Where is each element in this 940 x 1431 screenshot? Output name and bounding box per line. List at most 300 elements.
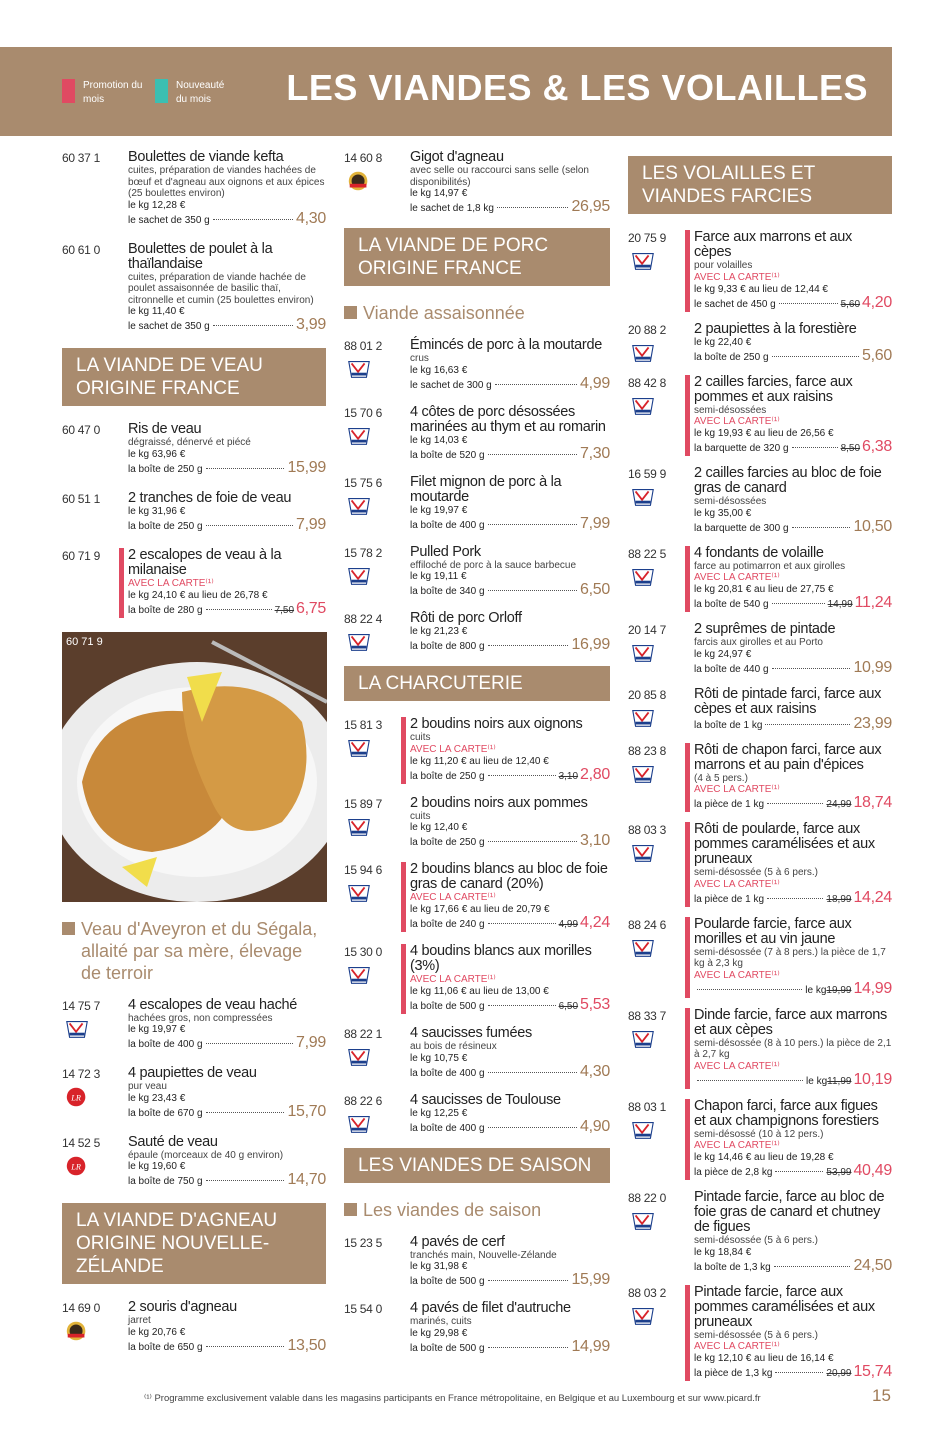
product-item (62, 150, 326, 228)
product-code: 14 69 0 (62, 1301, 100, 1315)
section-header: LA CHARCUTERIE (344, 666, 610, 701)
pack-size: la pièce de 1 kg (694, 799, 765, 810)
price-line (410, 638, 610, 654)
dot-leader (488, 841, 578, 842)
price-per-kg: le kg 12,28 € (128, 199, 186, 211)
card-offer-label: AVEC LA CARTE⁽¹⁾ (694, 1060, 780, 1072)
old-price: 24,99 (826, 799, 852, 810)
product-item (344, 611, 610, 654)
dot-leader (206, 1346, 285, 1347)
price-line (410, 444, 610, 463)
price-per-kg: le kg 19,97 € (410, 504, 468, 516)
product-price: 4,24 (580, 914, 610, 931)
product-code: 15 81 3 (344, 718, 382, 732)
product-text (685, 1099, 892, 1181)
origine-france-icon (630, 842, 658, 864)
product-code: 88 22 1 (344, 1027, 382, 1041)
product-text (694, 622, 892, 677)
price-line (128, 515, 326, 534)
product-text (410, 338, 610, 393)
product-name: Pulled Pork (410, 543, 481, 560)
dot-leader (488, 524, 578, 525)
dot-leader (206, 1180, 285, 1181)
dot-leader (767, 803, 823, 804)
price-per-kg: le kg 17,66 € au lieu de 20,79 € (410, 904, 550, 915)
product-code: 14 75 7 (62, 998, 100, 1013)
product-code: 88 22 5 (628, 546, 666, 561)
price-line (410, 998, 610, 1014)
dot-leader (779, 303, 838, 304)
product-text (128, 998, 326, 1053)
product-description: marinés, cuits (410, 1316, 472, 1327)
product-description: tranchés main, Nouvelle-Zélande (410, 1249, 557, 1261)
origine-france-icon (346, 882, 374, 904)
product-description: au bois de résineux (410, 1041, 497, 1052)
origine-france-icon (346, 565, 374, 587)
legend-promotion-label: Promotion du mois (83, 80, 143, 105)
product-code: 88 22 6 (344, 1093, 382, 1108)
product-code: 16 59 9 (628, 467, 666, 481)
origine-france-icon (630, 566, 658, 588)
subsection-marker (344, 306, 357, 319)
price-line (128, 1336, 326, 1355)
origine-france-icon (346, 495, 374, 517)
pack-size: le sachet de 1,8 kg (410, 203, 494, 214)
dot-leader (495, 384, 577, 385)
product-name: Rôti de chapon farci, farce aux marrons et au pain d'épices (694, 741, 882, 773)
pack-size: la boîte de 250 g (410, 770, 485, 782)
product-price: 14,24 (853, 888, 892, 906)
product-name: 4 côtes de porc désossées marinées au thym et au romarin (410, 403, 606, 435)
product-item (62, 548, 326, 618)
origine-france-icon (64, 1018, 92, 1040)
product-name: 4 pavés de cerf (410, 1233, 505, 1250)
dot-leader (488, 1005, 556, 1006)
product-item (62, 1066, 326, 1121)
product-item (344, 1093, 610, 1136)
dot-leader (488, 1127, 578, 1128)
product-price: 4,30 (580, 1062, 610, 1080)
product-text (128, 1066, 326, 1121)
product-description: semi-désossée (8 à 10 pers.) la pièce de 2,1 à 2,7 kg (694, 1037, 892, 1060)
product-text (401, 862, 610, 932)
product-text (128, 150, 326, 228)
svg-text:LR: LR (71, 1093, 81, 1103)
old-price: 4,99 (558, 919, 579, 930)
product-code: 15 30 0 (344, 945, 382, 959)
origine-france-icon (630, 486, 658, 508)
dot-leader (792, 527, 851, 528)
product-text (410, 796, 610, 851)
origine-france-icon (630, 1028, 658, 1050)
price-line (128, 1036, 326, 1052)
product-price: 14,70 (287, 1171, 326, 1188)
price-line (410, 1117, 610, 1136)
product-item (628, 622, 892, 677)
price-line (128, 318, 326, 334)
price-per-kg: le kg 19,97 € (128, 1024, 186, 1035)
product-text (685, 375, 892, 457)
product-name: Ris de veau (128, 421, 202, 437)
product-price: 23,99 (853, 714, 892, 732)
product-item (628, 1190, 892, 1275)
subsection-label: Viande assaisonnée (363, 303, 525, 323)
dot-leader (697, 1080, 803, 1081)
product-code: 88 03 1 (628, 1099, 666, 1114)
dot-leader (213, 219, 293, 220)
dot-leader (772, 668, 851, 669)
product-name: 4 escalopes de veau haché (128, 996, 298, 1013)
product-price: 24,50 (853, 1256, 892, 1274)
price-line (694, 658, 892, 677)
product-price: 6,38 (862, 438, 892, 455)
product-item (344, 1235, 610, 1290)
dot-leader (488, 1347, 569, 1348)
price-per-kg: le kg 19,11 € (410, 571, 467, 582)
product-code: 15 89 7 (344, 796, 382, 811)
dot-leader (488, 590, 578, 591)
product-name: Boulettes de poulet à la thaïlandaise (128, 240, 273, 272)
dot-leader (213, 325, 293, 326)
product-description: pur veau (128, 1081, 167, 1092)
pack-size: la boîte de 400 g (128, 1039, 203, 1050)
pack-size: la boîte de 440 g (694, 663, 769, 675)
card-offer-label: AVEC LA CARTE⁽¹⁾ (694, 416, 780, 427)
pack-size: la boîte de 540 g (694, 599, 769, 610)
origine-france-icon (630, 1119, 658, 1141)
section-header: LES VIANDES DE SAISON (344, 1148, 610, 1183)
medal-icon (346, 170, 374, 192)
product-name: 4 saucisses fumées (410, 1025, 532, 1041)
origine-france-icon (630, 763, 658, 785)
product-text (410, 1235, 610, 1290)
product-code: 60 61 0 (62, 242, 100, 257)
product-price: 10,50 (853, 517, 892, 535)
product-price: 18,74 (853, 794, 892, 811)
product-price: 4,90 (580, 1117, 610, 1135)
product-item (628, 687, 892, 733)
product-name: Filet mignon de porc à la moutarde (410, 473, 562, 505)
pack-size: la boîte de 1 kg (694, 719, 763, 731)
product-code: 14 52 5 (62, 1135, 100, 1150)
price-line (128, 599, 326, 618)
dot-leader (206, 1112, 285, 1113)
origine-france-icon (346, 1046, 374, 1068)
dot-leader (767, 898, 823, 899)
product-price: 5,60 (862, 346, 892, 364)
product-name: 2 tranches de foie de veau (128, 489, 292, 506)
product-item (628, 1008, 892, 1089)
product-text (685, 822, 892, 907)
product-price: 15,70 (287, 1102, 326, 1120)
old-price: 19,99 (826, 984, 852, 996)
card-offer-label: AVEC LA CARTE⁽¹⁾ (694, 572, 780, 583)
pack-size: le sachet de 300 g (410, 379, 492, 391)
price-line (128, 1102, 326, 1121)
product-text (128, 491, 326, 534)
product-code: 15 94 6 (344, 863, 382, 877)
subsection-label: Les viandes de saison (363, 1199, 542, 1220)
price-line (410, 834, 610, 850)
price-per-kg: le kg 63,96 € (128, 448, 186, 460)
dot-leader (206, 468, 285, 469)
product-code: 15 23 5 (344, 1235, 382, 1250)
product-text (410, 545, 610, 600)
label-rouge-icon (64, 1155, 92, 1177)
product-item (628, 375, 892, 457)
origine-france-icon (346, 358, 374, 380)
price-line (694, 888, 892, 907)
product-description: hachées gros, non compressées (128, 1012, 273, 1024)
product-item (344, 717, 610, 784)
product-code: 88 24 6 (628, 917, 666, 932)
product-description: semi-désossée (7 à 8 pers.) la pièce de 1,7 kg à 2,3 kg (694, 946, 886, 969)
product-text (685, 917, 892, 998)
product-text (410, 1026, 610, 1081)
price-per-kg: le kg 31,98 € (410, 1261, 468, 1272)
product-name: Dinde farcie, farce aux marrons et aux cèpes (694, 1006, 887, 1038)
product-name: 4 saucisses de Toulouse (410, 1091, 561, 1108)
nouveaute-swatch (155, 79, 168, 103)
pack-size: la boîte de 520 g (410, 449, 485, 461)
product-text (128, 422, 326, 477)
product-description: farce au potimarron et aux girolles (694, 560, 846, 572)
product-price: 15,99 (287, 458, 326, 476)
product-text (694, 687, 892, 733)
price-per-kg: le kg 24,10 € au lieu de 26,78 € (128, 589, 268, 601)
price-line (694, 440, 892, 456)
product-code: 20 88 2 (628, 322, 666, 337)
card-offer-label: AVEC LA CARTE⁽¹⁾ (410, 974, 496, 985)
old-price: 7,50 (274, 604, 295, 616)
product-price: 4,99 (580, 374, 610, 392)
product-name: Pintade farcie, farce aux pommes caramélisées et aux pruneaux (694, 1283, 875, 1330)
product-description: (4 à 5 pers.) (694, 772, 748, 784)
product-name: Émincés de porc à la moutarde (410, 337, 602, 353)
product-price: 6,50 (580, 581, 610, 598)
product-price: 7,99 (296, 515, 326, 533)
product-price: 26,95 (571, 198, 610, 215)
section-header: LA VIANDE DE VEAU ORIGINE FRANCE (62, 348, 326, 406)
product-description: semi-désossée (5 à 6 pers.) (694, 1235, 818, 1246)
dot-leader (488, 1280, 569, 1281)
origine-france-icon (630, 937, 658, 959)
product-name: Gigot d'agneau (410, 149, 504, 165)
card-offer-label: AVEC LA CARTE⁽¹⁾ (694, 1140, 780, 1151)
price-line (410, 1062, 610, 1081)
product-price: 16,99 (571, 636, 610, 653)
product-text (685, 1008, 892, 1089)
product-description: semi-désossées (694, 404, 767, 416)
product-description: semi-désossé (10 à 12 pers.) (694, 1128, 824, 1140)
price-line (694, 714, 892, 733)
product-description: cuits (410, 732, 431, 743)
origine-france-icon (346, 631, 374, 653)
product-photo (62, 632, 327, 902)
page-number: 15 (872, 1386, 891, 1405)
price-line (410, 1273, 610, 1289)
pack-size: la barquette de 320 g (694, 443, 789, 454)
product-item (344, 944, 610, 1014)
product-code: 88 22 0 (628, 1191, 666, 1205)
product-item (344, 475, 610, 533)
price-per-kg: le kg 24,97 € (694, 648, 752, 660)
svg-text:LR: LR (71, 1162, 81, 1172)
dot-leader (765, 724, 850, 725)
product-price: 4,30 (296, 209, 326, 227)
product-price: 15,99 (571, 1271, 610, 1288)
section-header: LES VOLAILLES ET VIANDES FARCIES (628, 156, 892, 214)
product-text (128, 1135, 326, 1190)
product-name: 4 paupiettes de veau (128, 1065, 257, 1081)
product-code: 88 33 7 (628, 1008, 666, 1023)
price-line (694, 346, 892, 365)
product-text (401, 944, 610, 1014)
product-code: 88 03 2 (628, 1285, 666, 1300)
product-item (628, 322, 892, 365)
label-rouge-icon (64, 1086, 92, 1108)
product-description: cuits (410, 810, 431, 822)
pack-size: la boîte de 650 g (128, 1341, 203, 1353)
product-name: 2 paupiettes à la forestière (694, 320, 857, 337)
product-code: 15 78 2 (344, 545, 382, 560)
product-description: pour volailles (694, 260, 753, 271)
product-code: 15 70 6 (344, 405, 382, 420)
pack-size: la boîte de 1,3 kg (694, 1261, 771, 1273)
price-per-kg: le kg 19,93 € au lieu de 26,56 € (694, 428, 834, 439)
origine-france-icon (346, 964, 374, 986)
product-item (344, 405, 610, 463)
price-line (694, 1164, 892, 1180)
product-name: 4 pavés de filet d'autruche (410, 1300, 571, 1316)
product-name: Poularde farcie, farce aux morilles et au vin jaune (694, 915, 852, 947)
section-header: LA VIANDE D'AGNEAU ORIGINE NOUVELLE-ZÉLANDE (62, 1203, 326, 1284)
card-offer-label: AVEC LA CARTE⁽¹⁾ (694, 271, 780, 283)
product-item (62, 422, 326, 477)
origine-france-icon (346, 1113, 374, 1135)
product-code: 14 72 3 (62, 1067, 100, 1081)
product-description: cuites, préparation de viandes hachées de bœuf et d'agneau aux oignons et aux épices (25 boulettes environ) (128, 165, 325, 199)
dot-leader (488, 454, 578, 455)
product-description: avec selle ou raccourci sans selle (selon disponibilités) (410, 165, 589, 188)
product-price: 40,49 (853, 1162, 892, 1179)
dot-leader (792, 447, 838, 448)
product-text (119, 548, 326, 618)
dot-leader (774, 1266, 851, 1267)
origine-france-icon (630, 642, 658, 664)
page-title: LES VIANDES & LES VOLAILLES (286, 67, 868, 108)
dot-leader (488, 923, 556, 924)
subsection-label: Veau d'Aveyron et du Ségala, allaité par sa mère, élevage de terroir (81, 918, 318, 983)
price-line (410, 916, 610, 932)
price-line (128, 209, 326, 228)
pack-size: le sachet de 350 g (128, 321, 210, 332)
product-text (685, 546, 892, 613)
product-text (128, 242, 326, 335)
subsection-marker (344, 1203, 357, 1216)
product-name: Boulettes de viande kefta (128, 149, 284, 165)
pack-size: la boîte de 500 g (410, 1342, 485, 1354)
product-price: 14,99 (853, 979, 892, 997)
product-text (685, 743, 892, 813)
price-line (694, 596, 892, 612)
product-item (344, 545, 610, 600)
dot-leader (772, 356, 860, 357)
product-code: 60 51 1 (62, 491, 100, 506)
product-name: Pintade farcie, farce au bloc de foie gras de canard et chutney de figues (694, 1189, 885, 1235)
origine-france-icon (346, 425, 374, 447)
product-item (62, 1135, 326, 1190)
price-per-kg: le kg 20,76 € (128, 1326, 186, 1338)
product-name: 2 cailles farcies, farce aux pommes et aux raisins (694, 373, 853, 405)
product-name: Chapon farci, farce aux figues et aux champignons forestiers (694, 1097, 879, 1129)
pack-size: la boîte de 250 g (694, 351, 769, 363)
pack-size: la boîte de 670 g (128, 1107, 203, 1119)
pack-size: la boîte de 750 g (128, 1176, 203, 1187)
price-per-kg: le kg 14,03 € (410, 434, 468, 446)
product-text (685, 1285, 892, 1382)
pack-size: la boîte de 250 g (410, 837, 485, 848)
product-name: 2 boudins blancs au bloc de foie gras de canard (20%) (410, 861, 608, 892)
medal-icon (64, 1320, 92, 1342)
price-line (694, 1365, 892, 1381)
price-line (694, 1070, 892, 1089)
pack-size: la boîte de 500 g (410, 1001, 485, 1012)
product-description: crus (410, 353, 429, 364)
product-price: 3,10 (580, 832, 610, 849)
product-description: farcis aux girolles et au Porto (694, 637, 823, 648)
old-price: 14,99 (827, 599, 853, 610)
product-item (628, 546, 892, 613)
product-description: semi-désossée (5 à 6 pers.) (694, 1329, 818, 1341)
pack-size: la boîte de 400 g (410, 519, 485, 531)
product-text (410, 405, 610, 463)
price-per-kg: le kg 22,40 € (694, 336, 752, 348)
product-name: Rôti de poularde, farce aux pommes caramélisées et aux pruneaux (694, 821, 875, 867)
product-name: 2 boudins noirs aux oignons (410, 716, 583, 732)
price-line (128, 1173, 326, 1189)
product-name: 2 suprêmes de pintade (694, 621, 836, 637)
price-per-kg: le kg 35,00 € (694, 507, 752, 519)
product-price: 4,20 (862, 293, 892, 311)
price-per-kg: le kg 9,33 € au lieu de 12,44 € (694, 283, 828, 295)
card-offer-label: AVEC LA CARTE⁽¹⁾ (128, 577, 214, 589)
pack-size: la boîte de 240 g (410, 919, 485, 930)
product-item (628, 917, 892, 998)
price-line (410, 200, 610, 216)
column-1 (62, 150, 326, 1369)
product-name: Farce aux marrons et aux cèpes (694, 229, 853, 260)
product-code: 60 47 0 (62, 423, 100, 437)
product-item (344, 1026, 610, 1081)
price-unit: le kg (806, 1075, 828, 1087)
product-text (410, 475, 610, 533)
section-header: LA VIANDE DE PORC ORIGINE FRANCE (344, 228, 610, 286)
product-item (62, 1300, 326, 1355)
price-per-kg: le kg 21,23 € (410, 626, 468, 637)
product-item (62, 998, 326, 1053)
legend-nouveaute (155, 79, 236, 107)
price-per-kg: le kg 20,81 € au lieu de 27,75 € (694, 584, 834, 595)
price-per-kg: le kg 29,98 € (410, 1327, 468, 1339)
product-text (694, 466, 892, 536)
price-per-kg: le kg 18,84 € (694, 1246, 752, 1258)
product-item (628, 1285, 892, 1382)
dot-leader (775, 1171, 823, 1172)
price-line (128, 458, 326, 477)
product-name: Rôti de pintade farci, farce aux cèpes et aux raisins (694, 685, 882, 717)
legend-promotion (62, 79, 143, 107)
